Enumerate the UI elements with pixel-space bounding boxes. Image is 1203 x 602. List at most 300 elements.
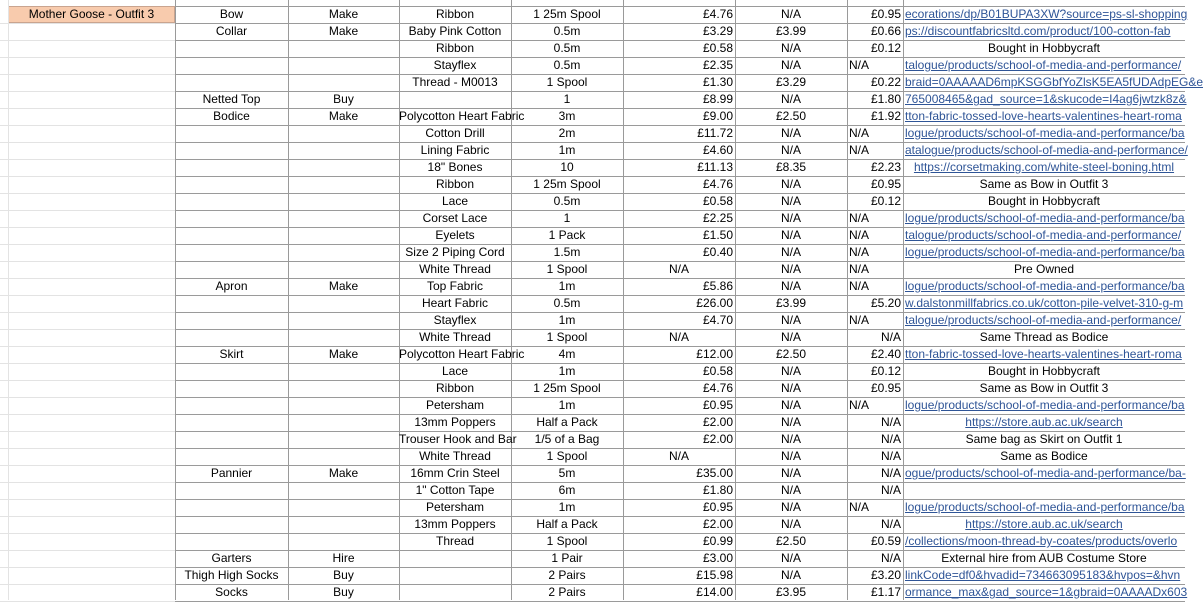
method-cell[interactable]: Hire bbox=[332, 551, 355, 565]
share-cost-cell[interactable]: £5.20 bbox=[870, 296, 901, 310]
material-cell[interactable]: Cotton Drill bbox=[425, 126, 485, 140]
source-cell[interactable]: w.dalstonmillfabrics.co.uk/cotton-pile-velvet-310-g-m bbox=[905, 296, 1184, 310]
unit-cost-cell[interactable]: N/A bbox=[780, 7, 801, 21]
source-cell[interactable]: tton-fabric-tossed-love-hearts-valentines-heart-roma bbox=[905, 347, 1182, 361]
material-cell[interactable]: 16mm Crin Steel bbox=[410, 466, 500, 480]
cost-cell[interactable]: £4.76 bbox=[702, 7, 733, 21]
method-cell[interactable]: Make bbox=[328, 466, 359, 480]
source-cell[interactable]: Bought in Hobbycraft bbox=[987, 194, 1101, 208]
share-cost-cell[interactable]: N/A bbox=[849, 228, 870, 242]
material-cell[interactable]: Size 2 Piping Cord bbox=[405, 245, 505, 259]
method-cell[interactable] bbox=[288, 363, 399, 380]
quantity-cell[interactable]: 1m bbox=[558, 313, 576, 327]
material-cell[interactable]: White Thread bbox=[419, 262, 491, 276]
outfit-title-cell[interactable]: Mother Goose - Outfit 3 bbox=[8, 6, 175, 23]
method-cell[interactable] bbox=[288, 482, 399, 499]
table-row bbox=[0, 108, 1185, 125]
unit-cost-cell[interactable]: N/A bbox=[780, 517, 801, 531]
cost-cell[interactable]: £11.13 bbox=[697, 160, 733, 174]
source-cell[interactable]: Pre Owned bbox=[1013, 262, 1075, 276]
item-cell[interactable] bbox=[175, 397, 288, 414]
item-cell[interactable] bbox=[175, 533, 288, 550]
share-cost-cell[interactable]: £1.80 bbox=[870, 92, 901, 106]
item-cell[interactable] bbox=[175, 380, 288, 397]
share-cost-cell[interactable]: £0.12 bbox=[870, 194, 901, 208]
method-cell[interactable] bbox=[288, 414, 399, 431]
method-cell[interactable] bbox=[288, 499, 399, 516]
method-cell[interactable] bbox=[288, 176, 399, 193]
table-row bbox=[0, 584, 1188, 601]
source-cell[interactable]: Same bag as Skirt on Outfit 1 bbox=[965, 432, 1123, 446]
quantity-cell[interactable]: 1.5m bbox=[553, 245, 581, 259]
share-cost-cell[interactable]: £0.95 bbox=[870, 7, 901, 21]
unit-cost-cell[interactable]: N/A bbox=[780, 177, 801, 191]
cost-cell[interactable]: £4.76 bbox=[702, 381, 733, 395]
source-cell[interactable]: talogue/products/school-of-media-and-performance/ bbox=[905, 58, 1182, 72]
table-row bbox=[0, 448, 1185, 465]
method-cell[interactable]: Make bbox=[328, 109, 359, 123]
quantity-cell[interactable]: 1 Spool bbox=[546, 330, 588, 344]
method-cell[interactable] bbox=[288, 431, 399, 448]
cost-cell[interactable]: £4.76 bbox=[702, 177, 733, 191]
cost-cell[interactable]: £4.70 bbox=[702, 313, 733, 327]
quantity-cell[interactable]: 0.5m bbox=[553, 24, 581, 38]
source-cell[interactable]: Same as Bodice bbox=[1000, 449, 1088, 463]
share-cost-cell[interactable]: £1.17 bbox=[870, 585, 901, 599]
source-cell[interactable]: logue/products/school-of-media-and-performance/ba bbox=[905, 245, 1185, 259]
cost-cell[interactable]: £4.60 bbox=[702, 143, 733, 157]
share-cost-cell[interactable]: N/A bbox=[849, 245, 870, 259]
item-cell[interactable]: Bow bbox=[219, 7, 244, 21]
share-cost-cell[interactable]: £0.59 bbox=[870, 534, 901, 548]
unit-cost-cell[interactable]: N/A bbox=[780, 398, 801, 412]
unit-cost-cell[interactable]: N/A bbox=[780, 245, 801, 259]
unit-cost-cell[interactable]: N/A bbox=[780, 92, 801, 106]
source-cell[interactable]: https://store.aub.ac.uk/search bbox=[965, 415, 1123, 429]
item-cell[interactable] bbox=[175, 482, 288, 499]
item-cell[interactable] bbox=[175, 159, 288, 176]
quantity-cell[interactable]: 0.5m bbox=[553, 296, 581, 310]
quantity-cell[interactable]: 1m bbox=[558, 398, 576, 412]
quantity-cell[interactable]: 1 Spool bbox=[546, 534, 588, 548]
unit-cost-cell[interactable]: N/A bbox=[780, 415, 801, 429]
material-cell[interactable]: Ribbon bbox=[435, 7, 475, 21]
table-row bbox=[0, 278, 1185, 295]
table-row bbox=[0, 295, 1185, 312]
table-row bbox=[0, 23, 1185, 40]
quantity-cell[interactable]: 2 Pairs bbox=[548, 568, 586, 582]
source-cell[interactable]: ormance_max&gad_source=1&gbraid=0AAAADx603 bbox=[905, 585, 1188, 599]
table-row bbox=[0, 482, 1185, 499]
source-cell[interactable]: logue/products/school-of-media-and-performance/ba bbox=[905, 211, 1185, 225]
item-cell[interactable]: Pannier bbox=[210, 466, 253, 480]
material-cell[interactable]: Polycotton Heart Fabric bbox=[399, 109, 525, 123]
quantity-cell[interactable]: 0.5m bbox=[553, 41, 581, 55]
item-cell[interactable] bbox=[175, 414, 288, 431]
unit-cost-cell[interactable]: £3.95 bbox=[775, 585, 807, 599]
unit-cost-cell[interactable]: £2.50 bbox=[775, 347, 807, 361]
cost-cell[interactable]: £26.00 bbox=[696, 296, 733, 310]
unit-cost-cell[interactable]: N/A bbox=[780, 449, 801, 463]
unit-cost-cell[interactable]: N/A bbox=[780, 262, 801, 276]
item-cell[interactable]: Garters bbox=[211, 551, 252, 565]
quantity-cell[interactable]: 3m bbox=[558, 109, 576, 123]
share-cost-cell[interactable]: £2.40 bbox=[870, 347, 901, 361]
share-cost-cell[interactable]: N/A bbox=[880, 483, 901, 497]
material-cell[interactable]: White Thread bbox=[419, 449, 491, 463]
item-cell[interactable] bbox=[175, 210, 288, 227]
share-cost-cell[interactable]: N/A bbox=[880, 432, 901, 446]
source-cell[interactable]: logue/products/school-of-media-and-performance/ba bbox=[905, 279, 1185, 293]
material-cell[interactable] bbox=[399, 550, 511, 567]
share-cost-cell[interactable]: N/A bbox=[880, 449, 901, 463]
source-cell[interactable]: 765008465&gad_source=1&skucode=I4ag6jwtzk8z& bbox=[905, 92, 1187, 106]
item-cell[interactable] bbox=[175, 176, 288, 193]
material-cell[interactable]: Thread - M0013 bbox=[412, 75, 498, 89]
quantity-cell[interactable]: 1/5 of a Bag bbox=[534, 432, 600, 446]
method-cell[interactable] bbox=[288, 312, 399, 329]
item-cell[interactable] bbox=[175, 312, 288, 329]
material-cell[interactable]: White Thread bbox=[419, 330, 491, 344]
unit-cost-cell[interactable]: £3.29 bbox=[775, 75, 807, 89]
source-cell[interactable]: https://corsetmaking.com/white-steel-boning.html bbox=[913, 160, 1175, 174]
material-cell[interactable]: 13mm Poppers bbox=[414, 415, 496, 429]
material-cell[interactable]: Polycotton Heart Fabric bbox=[399, 347, 525, 361]
item-cell[interactable] bbox=[175, 499, 288, 516]
item-cell[interactable]: Apron bbox=[215, 279, 248, 293]
material-cell[interactable]: Heart Fabric bbox=[421, 296, 489, 310]
quantity-cell[interactable]: 10 bbox=[560, 160, 574, 174]
cost-cell[interactable]: £0.58 bbox=[702, 194, 733, 208]
unit-cost-cell[interactable]: N/A bbox=[780, 500, 801, 514]
quantity-cell[interactable]: 1 Pair bbox=[551, 551, 583, 565]
method-cell[interactable] bbox=[288, 261, 399, 278]
item-cell[interactable] bbox=[175, 431, 288, 448]
unit-cost-cell[interactable]: N/A bbox=[780, 41, 801, 55]
unit-cost-cell[interactable]: £3.99 bbox=[775, 24, 807, 38]
source-cell[interactable]: logue/products/school-of-media-and-performance/ba bbox=[905, 398, 1185, 412]
source-cell[interactable] bbox=[903, 482, 1185, 499]
table-row bbox=[0, 414, 1185, 431]
cost-cell[interactable]: £14.00 bbox=[696, 585, 733, 599]
share-cost-cell[interactable]: N/A bbox=[849, 262, 870, 276]
material-cell[interactable] bbox=[399, 567, 511, 584]
method-cell[interactable] bbox=[288, 329, 399, 346]
material-cell[interactable]: Ribbon bbox=[435, 177, 475, 191]
material-cell[interactable]: 13mm Poppers bbox=[414, 517, 496, 531]
material-cell[interactable]: Lining Fabric bbox=[420, 143, 490, 157]
table-row bbox=[0, 499, 1185, 516]
table-row bbox=[0, 193, 1185, 210]
method-cell[interactable] bbox=[288, 448, 399, 465]
method-cell[interactable] bbox=[288, 210, 399, 227]
unit-cost-cell[interactable]: N/A bbox=[780, 568, 801, 582]
source-cell[interactable]: talogue/products/school-of-media-and-performance/ bbox=[905, 228, 1182, 242]
share-cost-cell[interactable]: £3.20 bbox=[870, 568, 901, 582]
method-cell[interactable]: Make bbox=[328, 7, 359, 21]
table-row bbox=[0, 363, 1185, 380]
share-cost-cell[interactable]: N/A bbox=[880, 466, 901, 480]
method-cell[interactable] bbox=[288, 142, 399, 159]
source-cell[interactable]: External hire from AUB Costume Store bbox=[941, 551, 1147, 565]
share-cost-cell[interactable]: £1.92 bbox=[870, 109, 901, 123]
source-cell[interactable]: logue/products/school-of-media-and-performance/ba bbox=[905, 126, 1185, 140]
share-cost-cell[interactable]: £0.12 bbox=[870, 364, 901, 378]
quantity-cell[interactable]: 1 25m Spool bbox=[533, 381, 601, 395]
unit-cost-cell[interactable]: N/A bbox=[780, 58, 801, 72]
material-cell[interactable]: Petersham bbox=[425, 500, 485, 514]
method-cell[interactable]: Buy bbox=[333, 92, 354, 106]
material-cell[interactable]: Petersham bbox=[425, 398, 485, 412]
share-cost-cell[interactable]: £0.22 bbox=[870, 75, 901, 89]
table-row bbox=[0, 465, 1185, 482]
source-cell[interactable]: /collections/moon-thread-by-coates/products/overlo bbox=[905, 534, 1178, 548]
item-cell[interactable]: Skirt bbox=[219, 347, 244, 361]
source-cell[interactable]: Same as Bow in Outfit 3 bbox=[979, 381, 1109, 395]
share-cost-cell[interactable]: N/A bbox=[849, 126, 870, 140]
cost-cell[interactable]: £1.80 bbox=[702, 483, 733, 497]
material-cell[interactable]: Thread bbox=[435, 534, 475, 548]
cost-cell[interactable]: N/A bbox=[668, 330, 689, 344]
cost-cell[interactable]: £1.50 bbox=[702, 228, 733, 242]
table-row bbox=[0, 346, 1185, 363]
cost-cell[interactable]: £2.35 bbox=[702, 58, 733, 72]
quantity-cell[interactable]: 1 25m Spool bbox=[533, 7, 601, 21]
quantity-cell[interactable]: 1 Spool bbox=[546, 449, 588, 463]
item-cell[interactable]: Bodice bbox=[213, 109, 250, 123]
source-cell[interactable]: Bought in Hobbycraft bbox=[987, 41, 1101, 55]
material-cell[interactable]: 18" Bones bbox=[427, 160, 483, 174]
unit-cost-cell[interactable]: £3.99 bbox=[775, 296, 807, 310]
item-cell[interactable] bbox=[175, 57, 288, 74]
share-cost-cell[interactable]: N/A bbox=[880, 330, 901, 344]
item-cell[interactable] bbox=[175, 74, 288, 91]
source-cell[interactable]: logue/products/school-of-media-and-performance/ba bbox=[905, 500, 1185, 514]
method-cell[interactable] bbox=[288, 295, 399, 312]
unit-cost-cell[interactable]: N/A bbox=[780, 466, 801, 480]
method-cell[interactable] bbox=[288, 40, 399, 57]
source-cell[interactable]: https://store.aub.ac.uk/search bbox=[965, 517, 1123, 531]
quantity-cell[interactable]: 1 bbox=[563, 92, 571, 106]
item-cell[interactable] bbox=[175, 40, 288, 57]
quantity-cell[interactable]: 4m bbox=[558, 347, 576, 361]
source-cell[interactable]: ogue/products/school-of-media-and-performance/ba- bbox=[905, 466, 1186, 480]
item-cell[interactable] bbox=[175, 125, 288, 142]
source-cell[interactable]: braid=0AAAAAD6mpKSGGbfYoZlsK5EA5fUDAdpEG&e bbox=[905, 75, 1203, 89]
method-cell[interactable] bbox=[288, 74, 399, 91]
method-cell[interactable] bbox=[288, 193, 399, 210]
quantity-cell[interactable]: 2m bbox=[558, 126, 576, 140]
cost-cell[interactable]: N/A bbox=[668, 449, 689, 463]
source-cell[interactable]: talogue/products/school-of-media-and-performance/ bbox=[905, 313, 1182, 327]
material-cell[interactable]: Lace bbox=[441, 194, 469, 208]
cost-cell[interactable]: £0.95 bbox=[702, 398, 733, 412]
cost-cell[interactable]: £5.86 bbox=[702, 279, 733, 293]
unit-cost-cell[interactable]: £8.35 bbox=[775, 160, 807, 174]
unit-cost-cell[interactable]: N/A bbox=[780, 228, 801, 242]
cost-cell[interactable]: £35.00 bbox=[696, 466, 733, 480]
material-cell[interactable]: Ribbon bbox=[435, 41, 475, 55]
unit-cost-cell[interactable]: N/A bbox=[780, 211, 801, 225]
unit-cost-cell[interactable]: £2.50 bbox=[775, 109, 807, 123]
unit-cost-cell[interactable]: N/A bbox=[780, 381, 801, 395]
quantity-cell[interactable]: 1 Spool bbox=[546, 75, 588, 89]
cost-cell[interactable]: £0.40 bbox=[702, 245, 733, 259]
unit-cost-cell[interactable]: N/A bbox=[780, 483, 801, 497]
share-cost-cell[interactable]: N/A bbox=[849, 313, 870, 327]
quantity-cell[interactable]: 1 bbox=[563, 211, 571, 225]
quantity-cell[interactable]: 0.5m bbox=[553, 194, 581, 208]
share-cost-cell[interactable]: N/A bbox=[880, 517, 901, 531]
method-cell[interactable]: Make bbox=[328, 347, 359, 361]
unit-cost-cell[interactable]: N/A bbox=[780, 126, 801, 140]
material-cell[interactable]: Ribbon bbox=[435, 381, 475, 395]
quantity-cell[interactable]: 1 Spool bbox=[546, 262, 588, 276]
source-cell[interactable]: tton-fabric-tossed-love-hearts-valentines-heart-roma bbox=[905, 109, 1182, 123]
cost-cell[interactable]: £0.58 bbox=[702, 41, 733, 55]
method-cell[interactable] bbox=[288, 244, 399, 261]
unit-cost-cell[interactable]: N/A bbox=[780, 551, 801, 565]
share-cost-cell[interactable]: £0.95 bbox=[870, 177, 901, 191]
method-cell[interactable]: Make bbox=[328, 279, 359, 293]
item-cell[interactable]: Collar bbox=[215, 24, 248, 38]
method-cell[interactable] bbox=[288, 57, 399, 74]
quantity-cell[interactable]: 1 Pack bbox=[548, 228, 586, 242]
quantity-cell[interactable]: 0.5m bbox=[553, 58, 581, 72]
cost-cell[interactable]: N/A bbox=[668, 262, 689, 276]
material-cell[interactable]: Baby Pink Cotton bbox=[408, 24, 502, 38]
share-cost-cell[interactable]: N/A bbox=[880, 415, 901, 429]
method-cell[interactable]: Buy bbox=[333, 585, 354, 599]
share-cost-cell[interactable]: £2.23 bbox=[870, 160, 901, 174]
table-row bbox=[0, 380, 1185, 397]
table-row bbox=[0, 142, 1188, 159]
quantity-cell[interactable]: 1m bbox=[558, 500, 576, 514]
method-cell[interactable] bbox=[288, 227, 399, 244]
table-row bbox=[0, 397, 1185, 414]
quantity-cell[interactable]: 2 Pairs bbox=[548, 585, 586, 599]
material-cell[interactable]: Stayflex bbox=[433, 313, 477, 327]
unit-cost-cell[interactable]: N/A bbox=[780, 313, 801, 327]
source-cell[interactable]: atalogue/products/school-of-media-and-performance/ bbox=[905, 143, 1188, 157]
share-cost-cell[interactable]: N/A bbox=[849, 500, 870, 514]
cost-cell[interactable]: £12.00 bbox=[696, 347, 733, 361]
share-cost-cell[interactable]: N/A bbox=[849, 143, 870, 157]
material-cell[interactable] bbox=[399, 584, 511, 601]
quantity-cell[interactable]: Half a Pack bbox=[536, 517, 598, 531]
item-cell[interactable] bbox=[175, 244, 288, 261]
share-cost-cell[interactable]: N/A bbox=[880, 551, 901, 565]
material-cell[interactable]: Eyelets bbox=[435, 228, 475, 242]
method-cell[interactable] bbox=[288, 397, 399, 414]
unit-cost-cell[interactable]: N/A bbox=[780, 143, 801, 157]
method-cell[interactable] bbox=[288, 380, 399, 397]
item-cell[interactable] bbox=[175, 363, 288, 380]
method-cell[interactable] bbox=[288, 516, 399, 533]
table-row bbox=[0, 74, 1203, 91]
source-cell[interactable]: ps://discountfabricsltd.com/product/100-cotton-fab bbox=[905, 24, 1171, 38]
material-cell[interactable]: Top Fabric bbox=[426, 279, 484, 293]
cost-cell[interactable]: £0.58 bbox=[702, 364, 733, 378]
material-cell[interactable]: 1" Cotton Tape bbox=[415, 483, 495, 497]
item-cell[interactable] bbox=[175, 142, 288, 159]
table-row bbox=[0, 57, 1185, 74]
method-cell[interactable] bbox=[288, 159, 399, 176]
quantity-cell[interactable]: 5m bbox=[558, 466, 576, 480]
quantity-cell[interactable]: Half a Pack bbox=[536, 415, 598, 429]
cost-cell[interactable]: £2.00 bbox=[702, 432, 733, 446]
cost-cell[interactable]: £8.99 bbox=[702, 92, 733, 106]
item-cell[interactable] bbox=[175, 448, 288, 465]
share-cost-cell[interactable]: N/A bbox=[849, 398, 870, 412]
item-cell[interactable] bbox=[175, 227, 288, 244]
cost-cell[interactable]: £3.00 bbox=[702, 551, 733, 565]
item-cell[interactable] bbox=[175, 193, 288, 210]
material-cell[interactable] bbox=[399, 91, 511, 108]
method-cell[interactable] bbox=[288, 125, 399, 142]
quantity-cell[interactable]: 1 25m Spool bbox=[533, 177, 601, 191]
method-cell[interactable] bbox=[288, 533, 399, 550]
unit-cost-cell[interactable]: N/A bbox=[780, 194, 801, 208]
share-cost-cell[interactable]: £0.95 bbox=[870, 381, 901, 395]
cost-cell[interactable]: £1.30 bbox=[702, 75, 733, 89]
item-cell[interactable] bbox=[175, 516, 288, 533]
source-cell[interactable]: Same Thread as Bodice bbox=[979, 330, 1109, 344]
cost-cell[interactable]: £3.29 bbox=[702, 24, 733, 38]
method-cell[interactable]: Make bbox=[328, 24, 359, 38]
material-cell[interactable]: Corset Lace bbox=[422, 211, 488, 225]
row-divider bbox=[175, 6, 1185, 7]
item-cell[interactable] bbox=[175, 329, 288, 346]
unit-cost-cell[interactable]: N/A bbox=[780, 279, 801, 293]
item-cell[interactable] bbox=[175, 261, 288, 278]
quantity-cell[interactable]: 1m bbox=[558, 279, 576, 293]
share-cost-cell[interactable]: £0.12 bbox=[870, 41, 901, 55]
material-cell[interactable]: Stayflex bbox=[433, 58, 477, 72]
cost-cell[interactable]: £9.00 bbox=[702, 109, 733, 123]
cost-cell[interactable]: £2.25 bbox=[702, 211, 733, 225]
cost-cell[interactable]: £0.95 bbox=[702, 500, 733, 514]
item-cell[interactable]: Socks bbox=[215, 585, 248, 599]
cost-cell[interactable]: £2.00 bbox=[702, 415, 733, 429]
share-cost-cell[interactable]: £0.66 bbox=[870, 24, 901, 38]
cost-cell[interactable]: £15.98 bbox=[696, 568, 733, 582]
quantity-cell[interactable]: 6m bbox=[558, 483, 576, 497]
item-cell[interactable]: Netted Top bbox=[202, 92, 261, 106]
share-cost-cell[interactable]: N/A bbox=[849, 58, 870, 72]
method-cell[interactable]: Buy bbox=[333, 568, 354, 582]
item-cell[interactable]: Thigh High Socks bbox=[184, 568, 279, 582]
source-cell[interactable]: Bought in Hobbycraft bbox=[987, 364, 1101, 378]
unit-cost-cell[interactable]: £2.50 bbox=[775, 534, 807, 548]
unit-cost-cell[interactable]: N/A bbox=[780, 330, 801, 344]
cost-cell[interactable]: £0.99 bbox=[702, 534, 733, 548]
quantity-cell[interactable]: 1m bbox=[558, 143, 576, 157]
material-cell[interactable]: Lace bbox=[441, 364, 469, 378]
source-cell[interactable]: ecorations/dp/B01BUPA3XW?source=ps-sl-shopping bbox=[905, 7, 1188, 21]
quantity-cell[interactable]: 1m bbox=[558, 364, 576, 378]
unit-cost-cell[interactable]: N/A bbox=[780, 364, 801, 378]
source-cell[interactable]: linkCode=df0&hvadid=734663095183&hvpos=&hvn bbox=[905, 568, 1181, 582]
item-cell[interactable] bbox=[175, 295, 288, 312]
share-cost-cell[interactable]: N/A bbox=[849, 279, 870, 293]
source-cell[interactable]: Same as Bow in Outfit 3 bbox=[979, 177, 1109, 191]
material-cell[interactable]: Trouser Hook and Bar bbox=[399, 432, 517, 446]
cost-cell[interactable]: £2.00 bbox=[702, 517, 733, 531]
unit-cost-cell[interactable]: N/A bbox=[780, 432, 801, 446]
share-cost-cell[interactable]: N/A bbox=[849, 211, 870, 225]
cost-cell[interactable]: £11.72 bbox=[697, 126, 733, 140]
